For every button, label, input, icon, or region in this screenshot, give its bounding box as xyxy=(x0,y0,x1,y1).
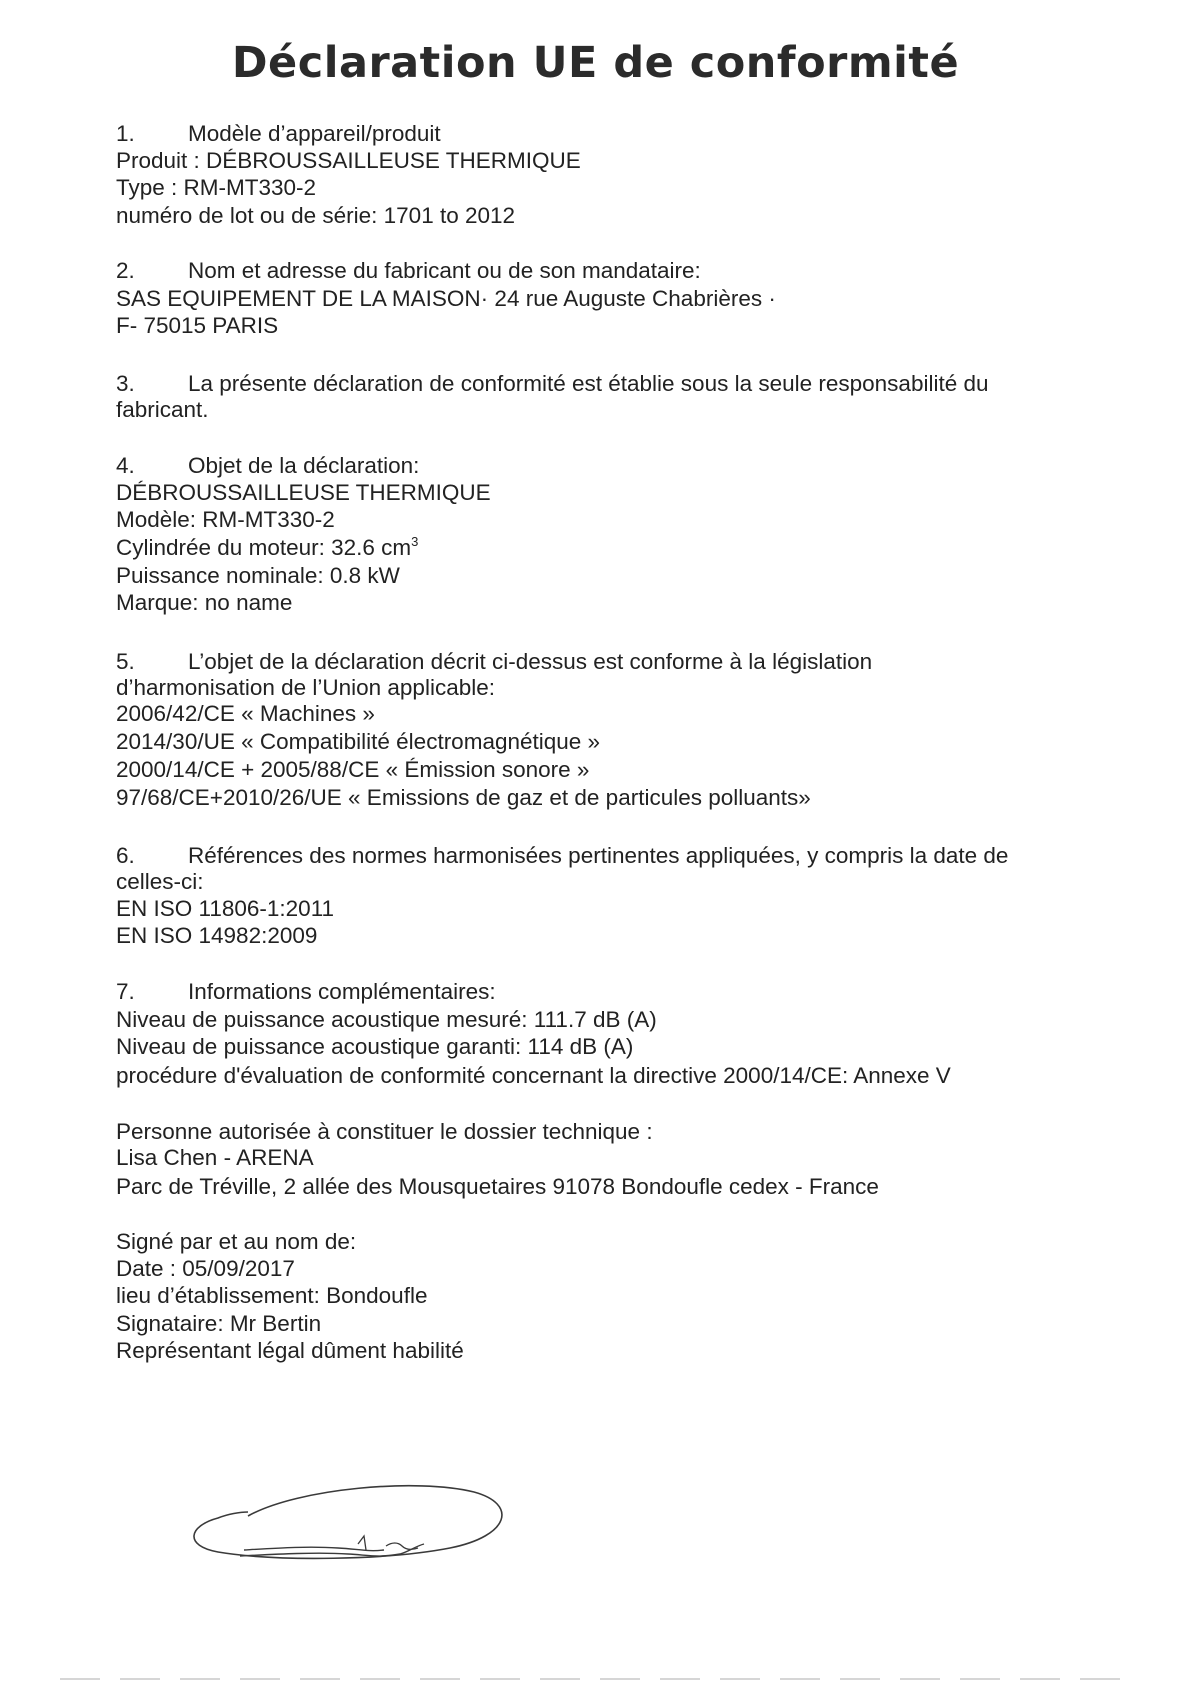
object-puissance: Puissance nominale: 0.8 kW xyxy=(116,563,400,588)
signed-signataire: Signataire: Mr Bertin xyxy=(116,1311,322,1336)
section-1-heading xyxy=(116,120,441,148)
lot-line: numéro de lot ou de série: 1701 to 2012 xyxy=(116,203,516,228)
section-5-text xyxy=(116,648,872,676)
object-modele: Modèle: RM-MT330-2 xyxy=(116,507,335,532)
norm-item: EN ISO 14982:2009 xyxy=(116,923,318,948)
person-label: Personne autorisée à constituer le dossier technique : xyxy=(116,1119,653,1144)
section-6-text xyxy=(116,842,1008,870)
object-marque: Marque: no name xyxy=(116,590,293,615)
directive-item: 97/68/CE+2010/26/UE « Emissions de gaz et de particules polluants» xyxy=(116,785,811,810)
section-5-text-2: d’harmonisation de l’Union applicable: xyxy=(116,675,495,700)
section-number: 4. xyxy=(116,453,135,478)
person-name: Lisa Chen - ARENA xyxy=(116,1145,314,1170)
info-garanti: Niveau de puissance acoustique garanti: 114 dB (A) xyxy=(116,1034,634,1059)
person-address: Parc de Tréville, 2 allée des Mousquetaires 91078 Bondoufle cedex - France xyxy=(116,1174,879,1199)
section-3-text xyxy=(116,370,989,398)
signed-date: Date : 05/09/2017 xyxy=(116,1256,295,1281)
section-7-heading xyxy=(116,978,496,1006)
section-number: 7. xyxy=(116,979,135,1004)
section-text: L’objet de la déclaration décrit ci-dessus est conforme à la législation xyxy=(188,649,873,674)
object-product: DÉBROUSSAILLEUSE THERMIQUE xyxy=(116,480,491,505)
manufacturer-address-2: F- 75015 PARIS xyxy=(116,313,279,338)
section-2-heading xyxy=(116,257,701,285)
section-number: 5. xyxy=(116,649,135,674)
section-heading: Modèle d’appareil/produit xyxy=(188,121,441,146)
norm-item: EN ISO 11806-1:2011 xyxy=(116,896,335,921)
handwritten-signature xyxy=(188,1466,518,1572)
signed-representant: Représentant légal dûment habilité xyxy=(116,1338,464,1363)
directive-item: 2014/30/UE « Compatibilité électromagnétique » xyxy=(116,729,601,754)
section-6-text-2: celles-ci: xyxy=(116,869,204,894)
cylindree-text: Cylindrée du moteur: 32.6 cm xyxy=(116,535,412,560)
directive-item: 2006/42/CE « Machines » xyxy=(116,701,375,726)
directive-item: 2000/14/CE + 2005/88/CE « Émission sonore » xyxy=(116,757,590,782)
section-text: La présente déclaration de conformité est établie sous la seule responsabilité du xyxy=(188,371,989,396)
section-text: Références des normes harmonisées pertinentes appliquées, y compris la date de xyxy=(188,843,1009,868)
info-mesure: Niveau de puissance acoustique mesuré: 111.7 dB (A) xyxy=(116,1007,657,1032)
produit-line: Produit : DÉBROUSSAILLEUSE THERMIQUE xyxy=(116,148,581,173)
type-line: Type : RM-MT330-2 xyxy=(116,175,317,200)
section-heading: Objet de la déclaration: xyxy=(188,453,420,478)
signed-lieu: lieu d’établissement: Bondoufle xyxy=(116,1283,428,1308)
section-number: 2. xyxy=(116,258,135,283)
section-number: 3. xyxy=(116,371,135,396)
signed-label: Signé par et au nom de: xyxy=(116,1229,357,1254)
section-number: 6. xyxy=(116,843,135,868)
section-number: 1. xyxy=(116,121,135,146)
section-3-text-2: fabricant. xyxy=(116,397,209,422)
section-heading: Nom et adresse du fabricant ou de son mandataire: xyxy=(188,258,701,283)
object-cylindree xyxy=(116,534,418,562)
page-title: Déclaration UE de conformité xyxy=(231,38,960,88)
info-procedure: procédure d'évaluation de conformité concernant la directive 2000/14/CE: Annexe V xyxy=(116,1063,951,1088)
scan-artifact-line xyxy=(60,1678,1140,1680)
section-4-heading xyxy=(116,452,419,480)
manufacturer-address-1: SAS EQUIPEMENT DE LA MAISON· 24 rue Auguste Chabrières · xyxy=(116,286,776,311)
section-heading: Informations complémentaires: xyxy=(188,979,496,1004)
cylindree-exponent: 3 xyxy=(411,534,419,549)
